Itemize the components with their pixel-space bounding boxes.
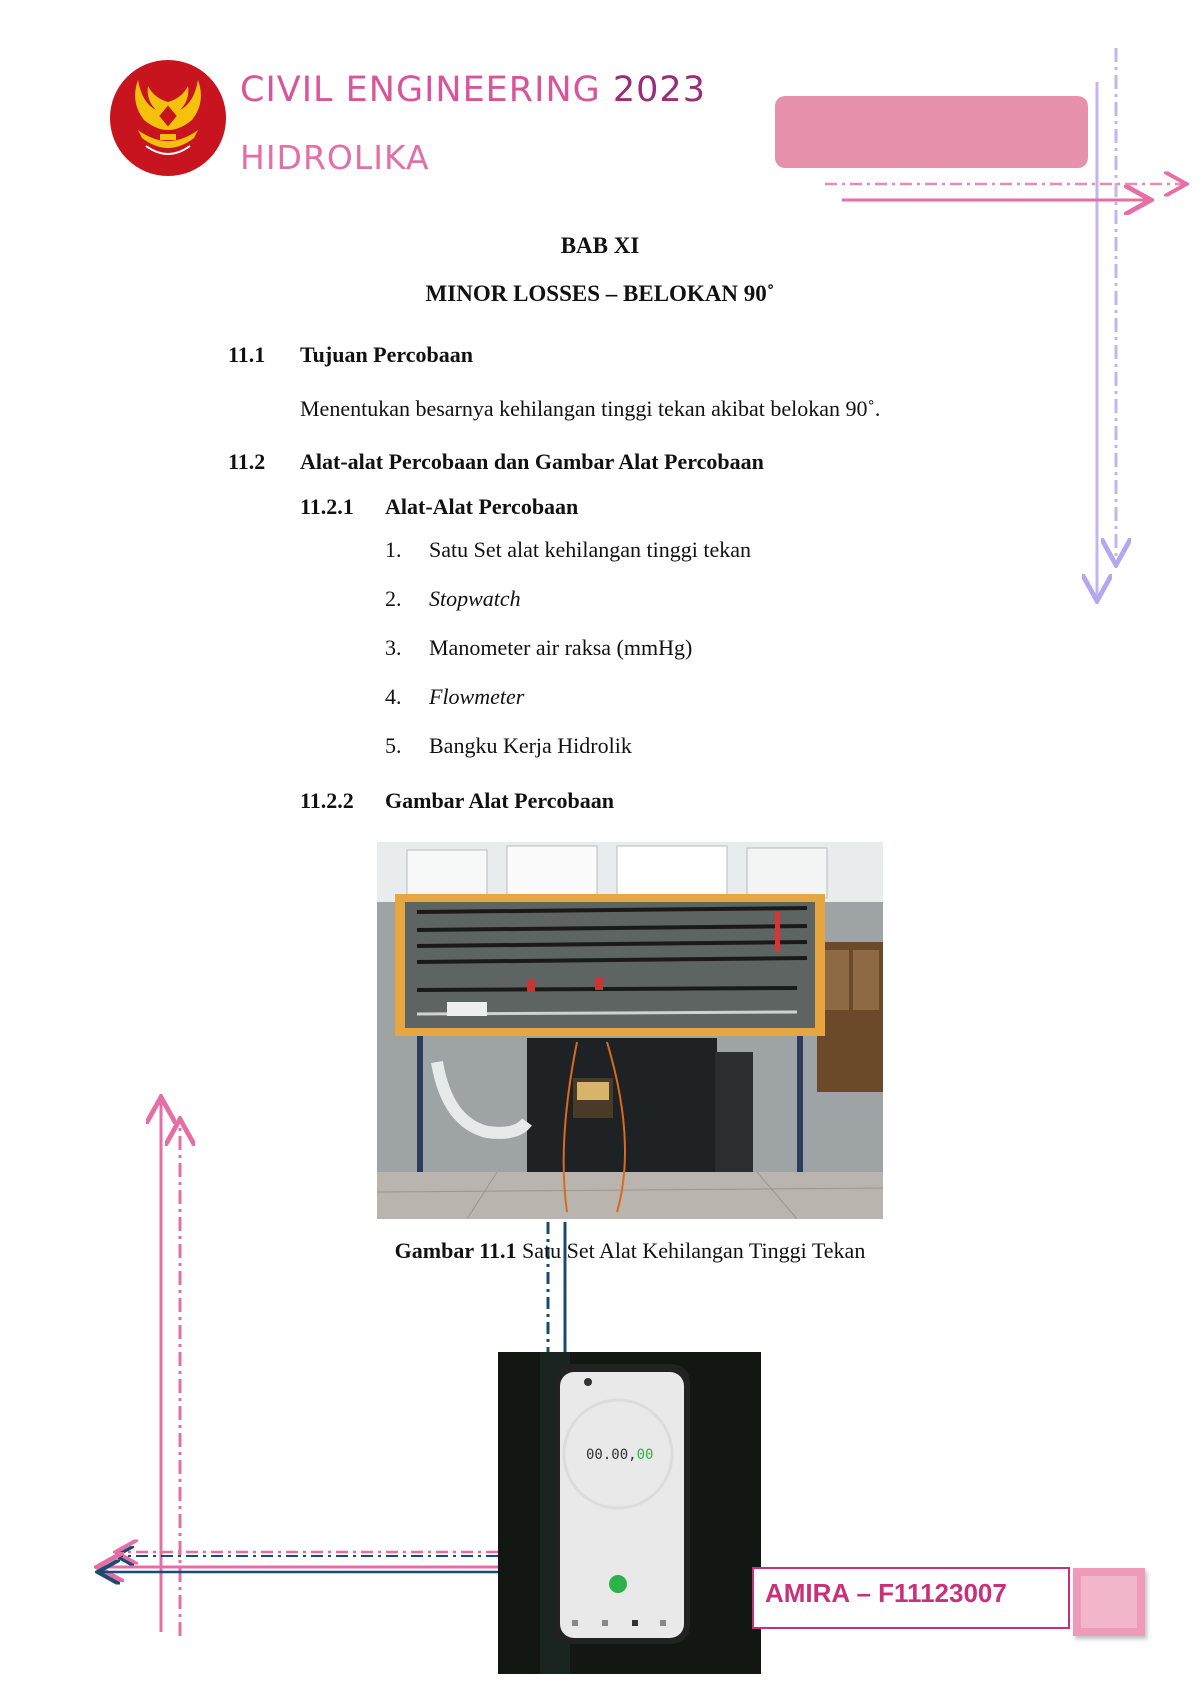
header-title: CIVIL ENGINEERING 2023 — [240, 70, 706, 110]
page-number-box-inner — [1081, 1576, 1137, 1628]
section-title-tujuan: Tujuan Percobaan — [300, 342, 473, 367]
footer-name: AMIRA – F11123007 — [765, 1578, 1007, 1608]
list-item: 3. Manometer air raksa (mmHg) — [385, 635, 693, 660]
header-subtitle: HIDROLIKA — [240, 138, 430, 177]
section-number-11-1: 11.1 — [228, 342, 266, 367]
phone-illustration — [498, 1352, 761, 1674]
list-item: 2. Stopwatch — [385, 586, 521, 611]
header-pink-box — [775, 96, 1088, 168]
chapter-title: MINOR LOSSES – BELOKAN 90˚ — [425, 281, 775, 306]
university-logo — [108, 58, 228, 178]
section-title-alat: Alat-alat Percobaan dan Gambar Alat Percobaan — [300, 449, 764, 474]
subsection-title-alat-alat: Alat-Alat Percobaan — [385, 494, 579, 519]
figure-caption: Gambar 11.1 Satu Set Alat Kehilangan Tinggi Tekan — [394, 1238, 866, 1263]
list-item: 5. Bangku Kerja Hidrolik — [385, 733, 632, 758]
stopwatch-time: 00.00,00 — [586, 1447, 654, 1463]
list-item: 4. Flowmeter — [385, 684, 525, 709]
tujuan-text: Menentukan besarnya kehilangan tinggi tekan akibat belokan 90˚. — [300, 396, 881, 421]
chapter-label: BAB XI — [560, 233, 640, 258]
apparatus-photo — [377, 842, 883, 1219]
list-item: 1. Satu Set alat kehilangan tinggi tekan — [385, 537, 751, 562]
subsection-title-gambar: Gambar Alat Percobaan — [385, 788, 614, 813]
subsection-number-11-2-2: 11.2.2 — [300, 788, 354, 813]
header-year: 2023 — [612, 70, 706, 110]
subsection-number-11-2-1: 11.2.1 — [300, 494, 354, 519]
section-number-11-2: 11.2 — [228, 449, 266, 474]
stopwatch-photo — [498, 1352, 761, 1674]
